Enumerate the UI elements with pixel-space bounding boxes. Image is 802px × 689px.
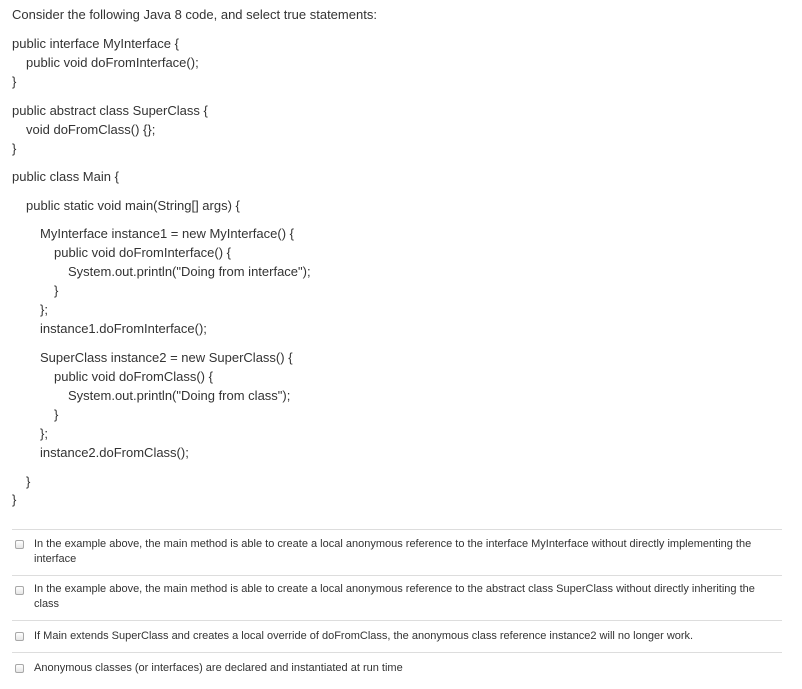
- code-line: public abstract class SuperClass {: [12, 103, 208, 118]
- code-line: }: [54, 407, 59, 422]
- answer-checkbox[interactable]: [15, 586, 24, 595]
- answer-label[interactable]: Anonymous classes (or interfaces) are declared and instantiated at run time: [34, 662, 403, 674]
- code-line: }: [12, 74, 17, 89]
- code-line: SuperClass instance2 = new SuperClass() {: [40, 350, 293, 365]
- code-line: System.out.println("Doing from class");: [68, 388, 291, 403]
- code-line: void doFromClass() {};: [26, 122, 156, 137]
- answer-list: [12, 529, 782, 684]
- code-line: public void doFromInterface();: [26, 55, 199, 70]
- code-line: public interface MyInterface {: [12, 36, 179, 51]
- question-text: Consider the following Java 8 code, and select true statements:: [12, 7, 377, 22]
- code-line: instance2.doFromClass();: [40, 445, 189, 460]
- code-line: System.out.println("Doing from interface");: [68, 264, 311, 279]
- answer-checkbox[interactable]: [15, 664, 24, 673]
- code-line: };: [40, 426, 48, 441]
- code-line: }: [12, 492, 17, 507]
- answer-option[interactable]: [12, 652, 782, 684]
- code-line: }: [26, 474, 31, 489]
- answer-checkbox[interactable]: [15, 632, 24, 641]
- code-line: public class Main {: [12, 169, 119, 184]
- code-line: public void doFromClass() {: [54, 369, 213, 384]
- code-line: }: [54, 283, 59, 298]
- code-line: MyInterface instance1 = new MyInterface() {: [40, 226, 294, 241]
- answer-option[interactable]: [12, 575, 782, 620]
- code-line: public static void main(String[] args) {: [26, 198, 240, 213]
- code-line: instance1.doFromInterface();: [40, 321, 207, 336]
- answer-label[interactable]: In the example above, the main method is able to create a local anonymous reference to the abstract class SuperClass without directly inheriting the class: [34, 583, 755, 610]
- answer-option[interactable]: [12, 620, 782, 652]
- code-line: };: [40, 302, 48, 317]
- answer-checkbox[interactable]: [15, 540, 24, 549]
- answer-label[interactable]: If Main extends SuperClass and creates a local override of doFromClass, the anonymous class reference instance2 will no longer work.: [34, 630, 694, 642]
- answer-label[interactable]: In the example above, the main method is able to create a local anonymous reference to the interface MyInterface without directly implementing the interface: [34, 538, 752, 565]
- answer-option[interactable]: [12, 529, 782, 575]
- code-line: }: [12, 141, 17, 156]
- code-line: public void doFromInterface() {: [54, 245, 232, 260]
